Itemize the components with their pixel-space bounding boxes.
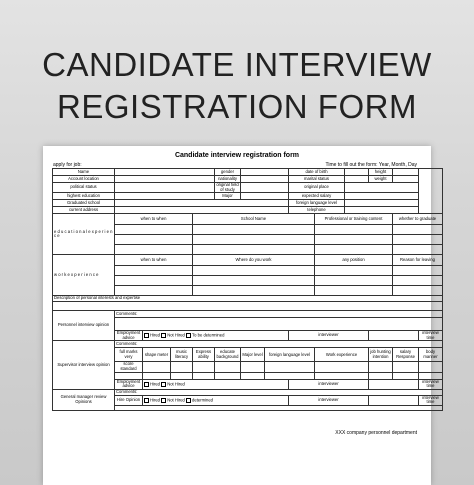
cell-political-value[interactable] <box>115 183 215 193</box>
work-cell[interactable] <box>193 286 315 296</box>
work-header-reason: Reason for leaving <box>393 255 443 266</box>
supervisor-interview-time-label: interview time <box>419 379 443 389</box>
score-cell[interactable] <box>393 362 419 372</box>
cell-major-label: Major <box>215 193 241 200</box>
edu-cell[interactable] <box>393 225 443 235</box>
interests-label: Description of personal interests and expertise <box>53 296 443 302</box>
cell-gender-value[interactable] <box>241 169 289 176</box>
not-hired-checkbox[interactable] <box>161 382 166 387</box>
not-hired-label: Not Hired <box>167 381 185 387</box>
gm-determined-label: determined <box>192 397 213 403</box>
work-header-place: Where do you work <box>193 255 315 266</box>
edu-cell[interactable] <box>315 235 393 245</box>
cell-education-label: highest education <box>53 193 115 200</box>
gm-hire-opinion-label: Hire Opinion <box>115 395 143 405</box>
score-standard-label: score standard <box>115 362 143 372</box>
cell-origin-label: original place <box>289 183 345 193</box>
cell-weight-value[interactable] <box>393 176 419 183</box>
edu-cell[interactable] <box>115 245 193 255</box>
interests-value[interactable] <box>53 302 443 311</box>
cell-address-label: current address <box>53 207 115 214</box>
score-cell[interactable] <box>143 362 171 372</box>
cell-address-value[interactable] <box>115 207 289 214</box>
cell-telephone-label: telephone <box>289 207 345 214</box>
work-cell[interactable] <box>315 276 393 286</box>
score-cell[interactable] <box>143 372 171 379</box>
work-cell[interactable] <box>115 276 193 286</box>
skill-header: shape meter <box>143 348 171 362</box>
form-title: Candidate interview registration form <box>174 152 300 159</box>
not-hired-checkbox[interactable] <box>161 333 166 338</box>
cell-salary-value[interactable] <box>345 193 419 200</box>
skill-header: body manner <box>419 348 443 362</box>
skill-header: job hunting intention <box>369 348 393 362</box>
registration-table <box>52 168 443 411</box>
hired-label: Hired <box>150 381 161 387</box>
to-be-determined-checkbox[interactable] <box>186 333 191 338</box>
hired-checkbox[interactable] <box>144 398 149 403</box>
skill-header: Major level <box>241 348 265 362</box>
score-cell[interactable] <box>315 372 369 379</box>
edu-cell[interactable] <box>393 245 443 255</box>
form-sheet <box>43 146 439 485</box>
cell-political-label: political status <box>53 183 115 193</box>
edu-cell[interactable] <box>393 235 443 245</box>
score-cell[interactable] <box>241 372 265 379</box>
cell-marital-value[interactable] <box>345 176 369 183</box>
gm-hire-options[interactable] <box>143 395 289 405</box>
to-be-determined-checkbox[interactable] <box>186 398 191 403</box>
skill-header: full marks very <box>115 348 143 362</box>
skill-header: educate background <box>215 348 241 362</box>
edu-header-content: Professional or training content <box>315 214 393 225</box>
cell-field-label: original field of study <box>216 182 239 192</box>
score-cell[interactable] <box>171 372 193 379</box>
edu-cell[interactable] <box>193 225 315 235</box>
edu-header-school: School Name <box>193 214 315 225</box>
cell-nationality-value[interactable] <box>241 176 289 183</box>
hero-title-line-2: REGISTRATION FORM <box>57 88 417 125</box>
edu-cell[interactable] <box>115 225 193 235</box>
edu-cell[interactable] <box>315 225 393 235</box>
personnel-opinion-label: Personnel interview opinion <box>53 311 115 341</box>
supervisor-opinion-label: Supervisor interview opinion <box>53 341 115 389</box>
cell-school-value[interactable] <box>115 200 289 207</box>
personnel-interviewer-label: interviewer <box>289 331 369 341</box>
cell-name-label: Name <box>53 169 115 176</box>
cell-telephone-value[interactable] <box>345 207 419 214</box>
work-cell[interactable] <box>393 266 443 276</box>
score-cell[interactable] <box>193 362 215 372</box>
not-hired-label: Not Hired <box>167 397 185 403</box>
supervisor-comments-label: Comments: <box>115 341 443 348</box>
gm-interview-time-label: interview time <box>419 395 443 405</box>
edu-header-period: when to when <box>115 214 193 225</box>
cell-height-value[interactable] <box>393 169 419 176</box>
apply-for-job-label: apply for job: <box>53 162 82 168</box>
gm-comments-label: Comments: <box>115 389 443 395</box>
cell-dob-label: date of birth <box>289 169 345 176</box>
cell-education-value[interactable] <box>115 193 215 200</box>
score-cell[interactable] <box>265 362 315 372</box>
education-section-label: e d u c a t i o n a l e x p e r i e n c e <box>53 214 115 255</box>
cell-photo[interactable] <box>419 169 443 214</box>
score-cell[interactable] <box>315 362 369 372</box>
company-footer: XXX company personnel department <box>335 430 417 436</box>
supervisor-interviewer-label: interviewer <box>289 379 369 389</box>
skill-header: music literacy <box>171 348 193 362</box>
cell-gender-label: gender <box>215 169 241 176</box>
score-cell[interactable] <box>171 362 193 372</box>
cell-nationality-label: nationality <box>215 176 241 183</box>
edu-cell[interactable] <box>193 235 315 245</box>
hero-title-line-1: CANDIDATE INTERVIEW <box>42 46 432 83</box>
skill-header: Work experience <box>315 348 369 362</box>
work-cell[interactable] <box>193 266 315 276</box>
cell-dob-value[interactable] <box>345 169 369 176</box>
cell-major-value[interactable] <box>241 193 289 200</box>
personnel-interviewer-value[interactable] <box>369 331 419 341</box>
cell-origin-value[interactable] <box>345 183 419 193</box>
cell-salary-label: expected salary <box>289 193 345 200</box>
score-cell[interactable] <box>215 362 241 372</box>
personnel-employment-advice-label: Employment advice <box>115 331 143 341</box>
fill-time-label: Time to fill out the form: Year, Month, Day <box>325 162 417 168</box>
score-cell[interactable] <box>369 362 393 372</box>
personnel-comments-value[interactable] <box>115 318 443 331</box>
gm-interviewer-value[interactable] <box>369 395 419 405</box>
skill-header: salary Response <box>393 348 419 362</box>
hero-title <box>0 44 474 128</box>
gm-review-label: General manager review Opinions <box>53 389 115 410</box>
cell-account-label: Account location <box>53 176 115 183</box>
cell-weight-label: weight <box>369 176 393 183</box>
skill-header: Express ability <box>193 348 215 362</box>
gm-interviewer-label: interviewer <box>289 395 369 405</box>
edu-header-graduate: whether to graduate <box>393 214 443 225</box>
score-cell[interactable] <box>369 372 393 379</box>
personnel-interview-time-label: interview time <box>419 331 443 341</box>
skill-header: foreign language level <box>265 348 315 362</box>
not-hired-checkbox[interactable] <box>161 398 166 403</box>
work-cell[interactable] <box>115 266 193 276</box>
cell-account-value[interactable] <box>115 176 215 183</box>
supervisor-interviewer-value[interactable] <box>369 379 419 389</box>
hired-label: Hired <box>150 397 161 403</box>
cell-height-label: height <box>369 169 393 176</box>
work-header-period: when to when <box>115 255 193 266</box>
supervisor-hire-options[interactable] <box>143 379 289 389</box>
personnel-comments-label: Comments: <box>115 311 443 318</box>
hired-checkbox[interactable] <box>144 333 149 338</box>
work-cell[interactable] <box>193 276 315 286</box>
score-cell[interactable] <box>393 372 419 379</box>
supervisor-employment-advice-label: Employment advice <box>115 379 143 389</box>
personnel-hire-options[interactable] <box>143 331 289 341</box>
score-cell[interactable] <box>419 372 443 379</box>
edu-cell[interactable] <box>193 245 315 255</box>
cell-field-value[interactable] <box>241 183 289 193</box>
work-cell[interactable] <box>393 286 443 296</box>
cell-marital-label: marital status <box>289 176 345 183</box>
work-cell[interactable] <box>393 276 443 286</box>
score-cell[interactable] <box>215 372 241 379</box>
score-cell[interactable] <box>419 362 443 372</box>
score-cell[interactable] <box>115 372 143 379</box>
cell-name-value[interactable] <box>115 169 215 176</box>
work-header-position: any position <box>315 255 393 266</box>
score-cell[interactable] <box>241 362 265 372</box>
cell-language-value[interactable] <box>345 200 419 207</box>
cell-language-label: foreign language level <box>289 200 345 207</box>
gm-spacer <box>115 405 443 410</box>
work-section-label: w o r k e x p e r i e n c e <box>53 255 115 296</box>
score-cell[interactable] <box>265 372 315 379</box>
not-hired-label: Not Hired <box>167 332 185 338</box>
to-be-determined-label: To be determined <box>192 332 225 338</box>
edu-cell[interactable] <box>315 245 393 255</box>
work-cell[interactable] <box>315 266 393 276</box>
hired-label: Hired <box>150 332 161 338</box>
hired-checkbox[interactable] <box>144 382 149 387</box>
work-cell[interactable] <box>315 286 393 296</box>
work-cell[interactable] <box>115 286 193 296</box>
edu-cell[interactable] <box>115 235 193 245</box>
score-cell[interactable] <box>193 372 215 379</box>
cell-school-label: Graduated school <box>53 200 115 207</box>
